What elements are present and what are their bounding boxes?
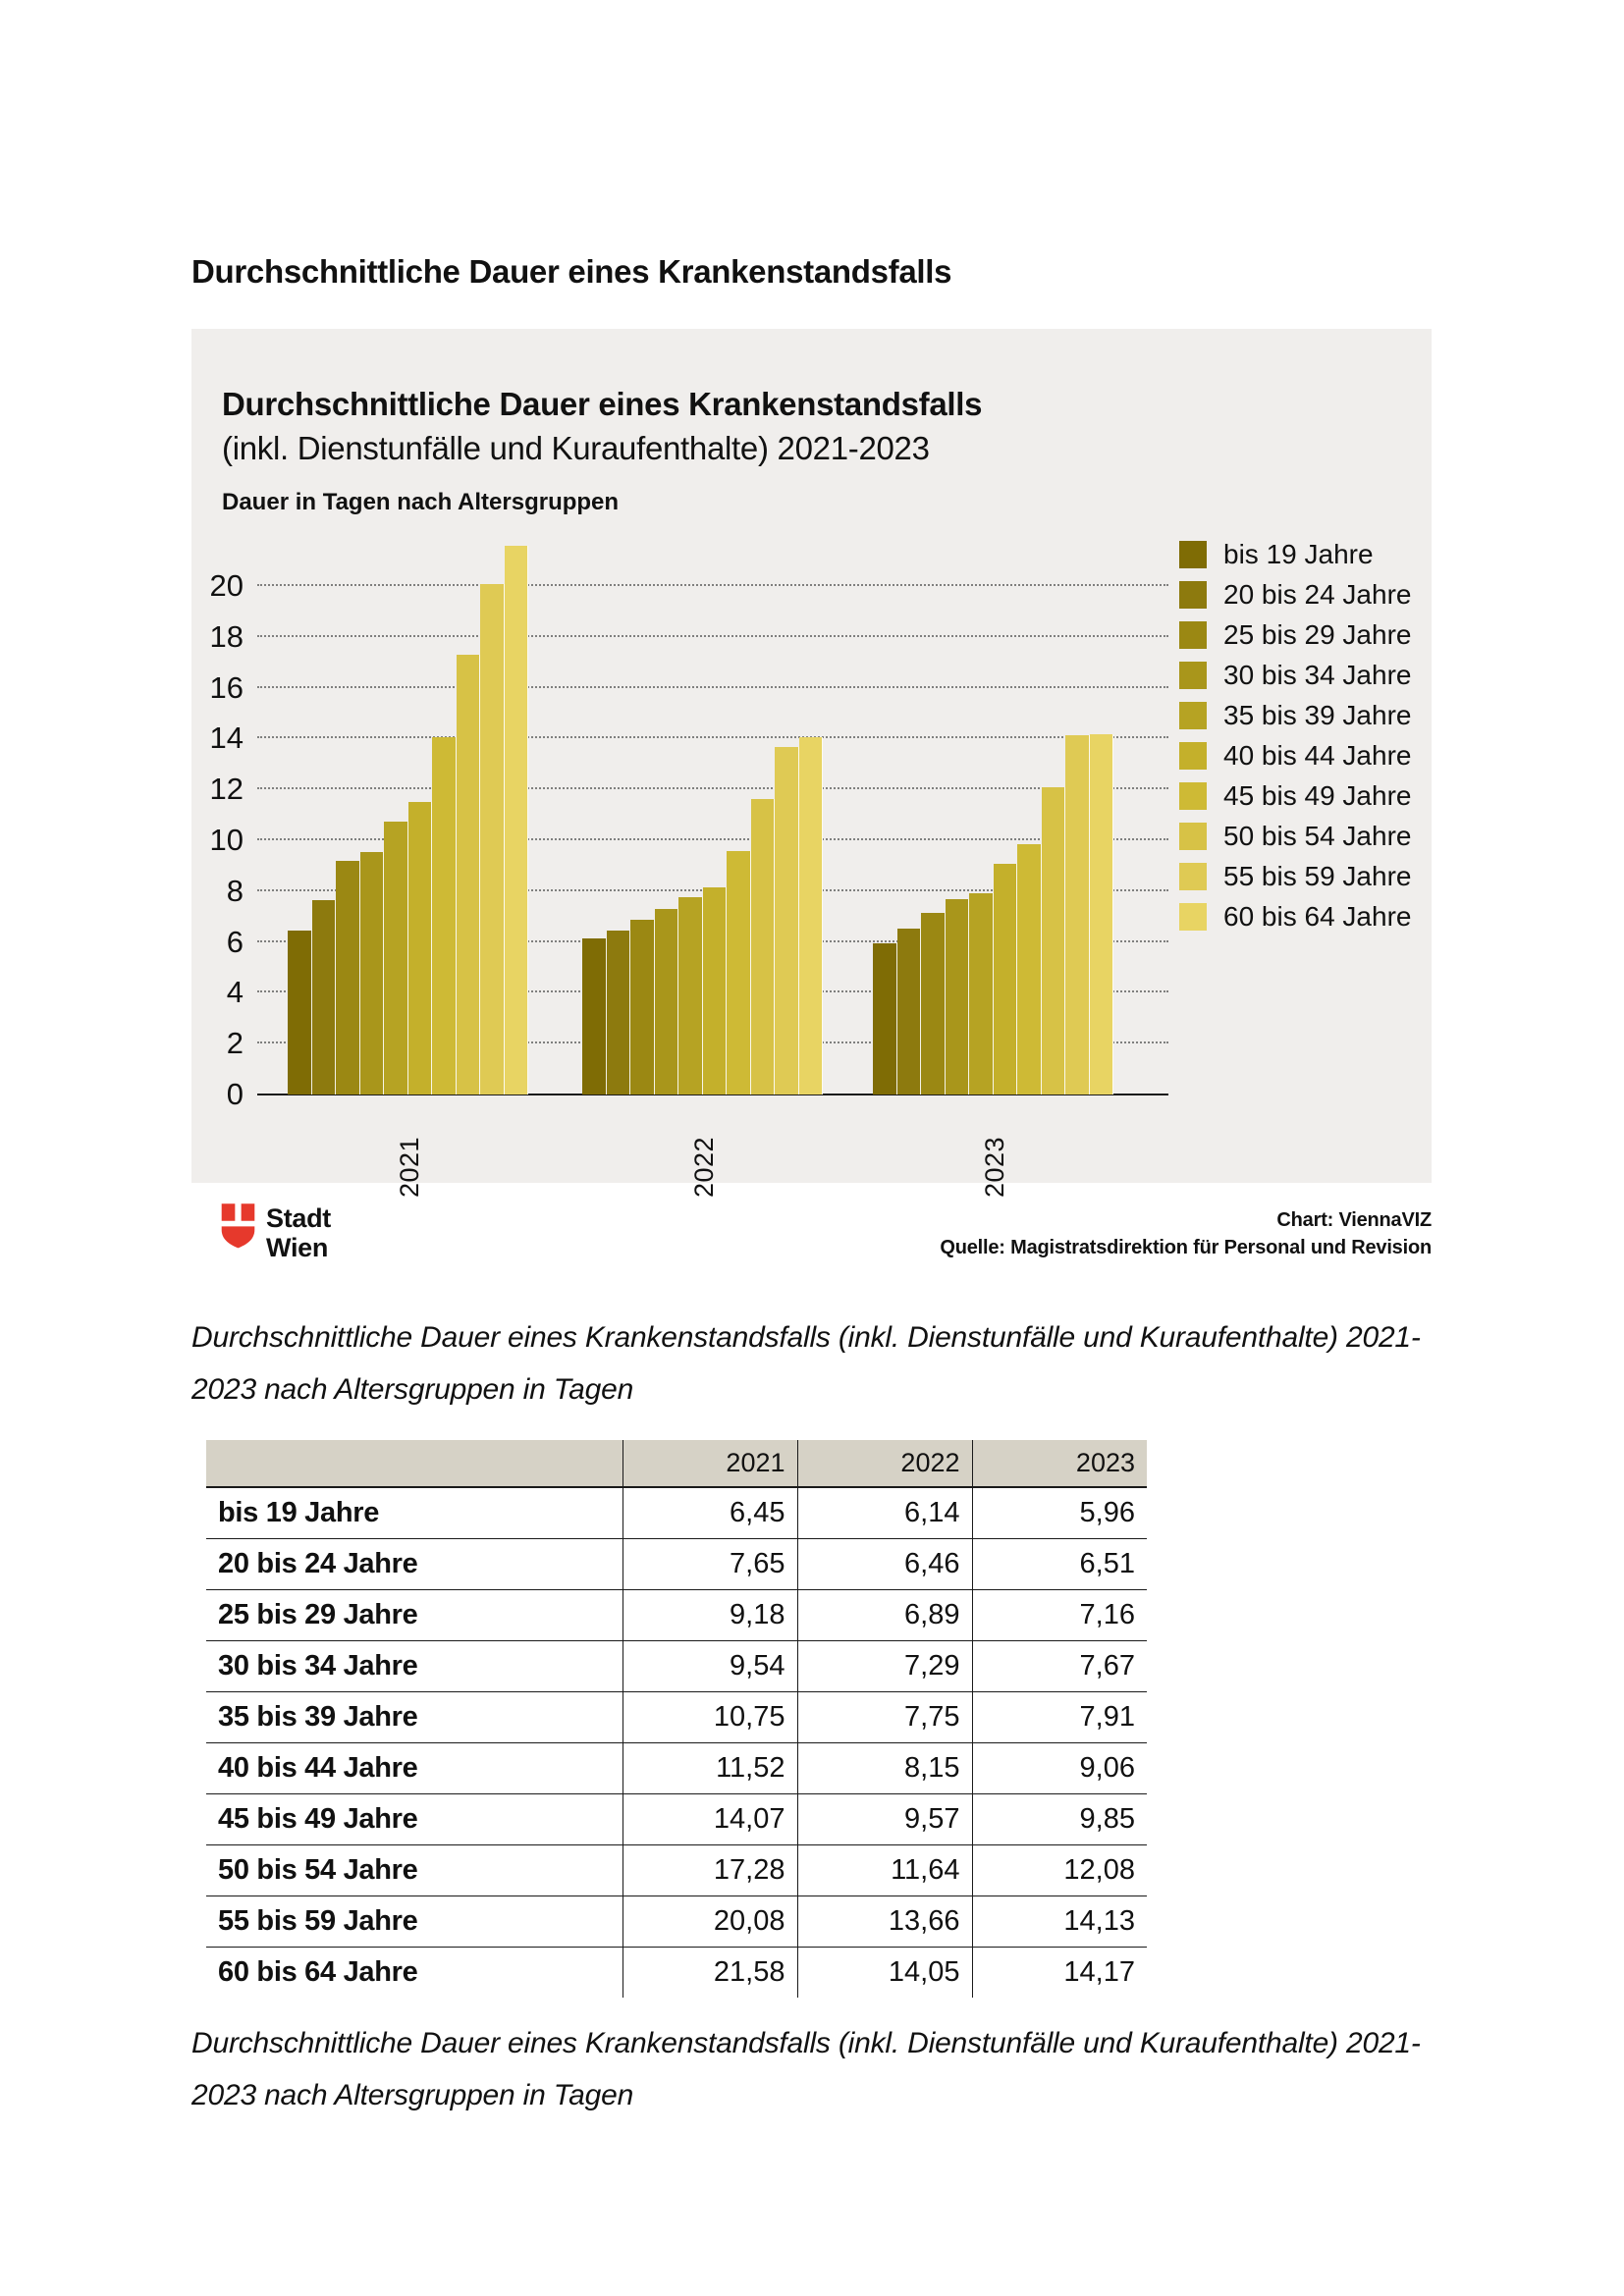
legend-swatch-icon (1179, 782, 1207, 810)
chart-legend (1179, 541, 1411, 943)
row-label: bis 19 Jahre (206, 1487, 623, 1539)
legend-swatch-icon (1179, 702, 1207, 729)
row-value: 17,28 (623, 1845, 797, 1896)
bar-chart-plot (209, 535, 1168, 1198)
y-tick-18: 18 (209, 618, 244, 654)
gridline-18 (257, 635, 1168, 637)
row-value: 9,06 (972, 1743, 1147, 1794)
row-value: 8,15 (797, 1743, 972, 1794)
row-value: 12,08 (972, 1845, 1147, 1896)
table-header (206, 1440, 1147, 1487)
row-label: 20 bis 24 Jahre (206, 1539, 623, 1590)
row-label: 60 bis 64 Jahre (218, 1956, 418, 1988)
bar-2022-30-bis-34-Jahre (655, 909, 679, 1095)
row-value: 11,52 (623, 1743, 797, 1794)
row-label: 25 bis 29 Jahre (206, 1590, 623, 1641)
brand-line2: Wien (266, 1233, 329, 1262)
legend-label: 30 bis 34 Jahre (1223, 660, 1412, 690)
bar-2022-45-bis-49-Jahre (727, 851, 751, 1095)
legend-swatch-icon (1179, 863, 1207, 890)
gridline-14 (257, 736, 1168, 738)
legend-swatch-icon (1179, 541, 1207, 568)
page-title: Durchschnittliche Dauer eines Krankenstandsfalls (191, 253, 952, 290)
legend-item (1179, 621, 1411, 649)
row-value: 14,17 (972, 1948, 1147, 1999)
bar-2021-60-bis-64-Jahre (505, 546, 529, 1095)
row-label: 40 bis 44 Jahre (206, 1743, 623, 1794)
bar-2021-55-bis-59-Jahre (480, 584, 505, 1095)
legend-item (1179, 662, 1411, 689)
legend-label: bis 19 Jahre (1223, 539, 1374, 569)
legend-label: 40 bis 44 Jahre (1223, 740, 1412, 771)
table-row (206, 1896, 1147, 1948)
bar-2023-25-bis-29-Jahre (921, 913, 946, 1095)
bar-2023-45-bis-49-Jahre (1017, 844, 1042, 1095)
legend-label: 50 bis 54 Jahre (1223, 821, 1412, 851)
row-value: 14,07 (623, 1794, 797, 1845)
row-value: 11,64 (797, 1845, 972, 1896)
y-tick-2: 2 (226, 1026, 244, 1061)
table-year-header: 2022 (797, 1440, 972, 1487)
legend-label: 55 bis 59 Jahre (1223, 861, 1412, 891)
chart-title: Durchschnittliche Dauer eines Krankenstandsfalls (222, 386, 983, 422)
y-tick-4: 4 (226, 975, 244, 1010)
legend-item (1179, 541, 1411, 568)
row-value: 10,75 (623, 1692, 797, 1743)
legend-swatch-icon (1179, 581, 1207, 609)
y-tick-12: 12 (209, 772, 244, 807)
row-label: 50 bis 54 Jahre (206, 1845, 623, 1896)
row-value: 7,67 (972, 1641, 1147, 1692)
row-value: 9,85 (972, 1794, 1147, 1845)
table-row (206, 1641, 1147, 1692)
credit-chart: Chart: ViennaVIZ (1276, 1209, 1432, 1231)
bar-2021-45-bis-49-Jahre (432, 737, 457, 1095)
bar-2021-50-bis-54-Jahre (457, 655, 481, 1095)
bar-2022-bis-19-Jahre (582, 938, 607, 1095)
wien-shield-icon (221, 1203, 255, 1249)
table-row (206, 1692, 1147, 1743)
y-axis-label: Dauer in Tagen nach Altersgruppen (222, 489, 620, 515)
y-tick-20: 20 (209, 568, 244, 603)
brand-line1: Stadt (266, 1203, 332, 1233)
chart-subtitle: (inkl. Dienstunfälle und Kuraufenthalte) 2021-2023 (222, 430, 930, 466)
caption-bottom: Durchschnittliche Dauer eines Krankenstandsfalls (inkl. Dienstunfälle und Kuraufenthalte) 2021-2023 nach Altersgruppen in Tagen (191, 2027, 1421, 2111)
table-row (206, 1948, 1147, 1999)
legend-label: 45 bis 49 Jahre (1223, 780, 1412, 811)
bar-2023-30-bis-34-Jahre (946, 899, 970, 1095)
y-tick-0: 0 (226, 1077, 244, 1111)
table-year-header: 2023 (972, 1440, 1147, 1487)
legend-swatch-icon (1179, 903, 1207, 931)
row-value: 5,96 (972, 1487, 1147, 1539)
row-value: 13,66 (797, 1896, 972, 1948)
bar-2021-35-bis-39-Jahre (384, 822, 408, 1095)
table-row (206, 1845, 1147, 1896)
row-value: 9,57 (797, 1794, 972, 1845)
y-tick-10: 10 (209, 823, 244, 857)
row-value: 6,14 (797, 1487, 972, 1539)
y-tick-16: 16 (209, 669, 244, 705)
bar-2021-25-bis-29-Jahre (336, 861, 360, 1095)
bar-2023-35-bis-39-Jahre (969, 893, 994, 1095)
row-label: 55 bis 59 Jahre (206, 1896, 623, 1948)
row-value: 6,46 (797, 1539, 972, 1590)
row-value: 14,13 (972, 1896, 1147, 1948)
legend-item (1179, 702, 1411, 729)
bar-2021-bis-19-Jahre (288, 931, 312, 1095)
row-value: 14,05 (797, 1948, 972, 1999)
legend-label: 25 bis 29 Jahre (1223, 619, 1412, 650)
row-value: 7,16 (972, 1590, 1147, 1641)
row-value: 6,45 (623, 1487, 797, 1539)
row-value: 7,29 (797, 1641, 972, 1692)
bar-2022-25-bis-29-Jahre (630, 920, 655, 1095)
data-table (206, 1440, 1147, 1998)
row-value: 7,75 (797, 1692, 972, 1743)
gridline-16 (257, 686, 1168, 688)
row-value: 9,54 (623, 1641, 797, 1692)
legend-label: 60 bis 64 Jahre (1223, 901, 1412, 932)
legend-label: 35 bis 39 Jahre (1223, 700, 1412, 730)
legend-item (1179, 823, 1411, 850)
bar-2021-30-bis-34-Jahre (360, 852, 385, 1095)
chart-credits (940, 1206, 1432, 1261)
row-value: 9,18 (623, 1590, 797, 1641)
bar-2023-55-bis-59-Jahre (1065, 735, 1090, 1095)
gridline-20 (257, 584, 1168, 586)
row-label: 30 bis 34 Jahre (206, 1641, 623, 1692)
bar-2022-50-bis-54-Jahre (751, 799, 776, 1095)
stadt-wien-logo (221, 1203, 331, 1262)
y-tick-14: 14 (209, 721, 244, 756)
row-value: 7,91 (972, 1692, 1147, 1743)
x-label-2021: 2021 (394, 1136, 424, 1198)
table-row (206, 1590, 1147, 1641)
y-tick-6: 6 (226, 924, 244, 959)
legend-swatch-icon (1179, 742, 1207, 770)
row-value: 7,65 (623, 1539, 797, 1590)
bar-2023-bis-19-Jahre (873, 943, 897, 1095)
bar-2022-20-bis-24-Jahre (607, 931, 631, 1095)
legend-item (1179, 581, 1411, 609)
table-row (206, 1539, 1147, 1590)
legend-item (1179, 782, 1411, 810)
legend-item (1179, 863, 1411, 890)
x-label-2023: 2023 (979, 1136, 1009, 1198)
legend-item (1179, 903, 1411, 931)
bar-2021-20-bis-24-Jahre (312, 900, 337, 1095)
legend-swatch-icon (1179, 621, 1207, 649)
credit-source: Quelle: Magistratsdirektion für Personal und Revision (940, 1237, 1432, 1258)
table-row (206, 1743, 1147, 1794)
bar-2023-50-bis-54-Jahre (1042, 787, 1066, 1095)
gridline-12 (257, 787, 1168, 789)
row-value: 21,58 (623, 1948, 797, 1999)
legend-item (1179, 742, 1411, 770)
bar-2022-55-bis-59-Jahre (775, 747, 799, 1095)
bar-2023-40-bis-44-Jahre (994, 864, 1018, 1095)
legend-label: 20 bis 24 Jahre (1223, 579, 1412, 610)
bar-2022-60-bis-64-Jahre (799, 737, 824, 1095)
bar-2022-40-bis-44-Jahre (703, 887, 728, 1095)
bar-2022-35-bis-39-Jahre (678, 897, 703, 1095)
brand-text (266, 1203, 331, 1262)
row-label: 45 bis 49 Jahre (206, 1794, 623, 1845)
row-value: 20,08 (623, 1896, 797, 1948)
row-value: 6,89 (797, 1590, 972, 1641)
bar-2023-60-bis-64-Jahre (1090, 734, 1114, 1095)
bar-2021-40-bis-44-Jahre (408, 802, 433, 1095)
y-tick-8: 8 (226, 873, 244, 908)
table-row (206, 1487, 1147, 1539)
legend-swatch-icon (1179, 662, 1207, 689)
table-corner-cell (206, 1440, 623, 1487)
x-label-2022: 2022 (688, 1136, 719, 1198)
row-label: 35 bis 39 Jahre (206, 1692, 623, 1743)
caption-top: Durchschnittliche Dauer eines Krankenstandsfalls (inkl. Dienstunfälle und Kuraufenthalte) 2021-2023 nach Altersgruppen in Tagen (191, 1321, 1421, 1406)
bar-2023-20-bis-24-Jahre (897, 929, 922, 1095)
table-year-header: 2021 (623, 1440, 797, 1487)
legend-swatch-icon (1179, 823, 1207, 850)
table-row (206, 1794, 1147, 1845)
row-value: 6,51 (972, 1539, 1147, 1590)
chart-panel (191, 329, 1432, 1198)
